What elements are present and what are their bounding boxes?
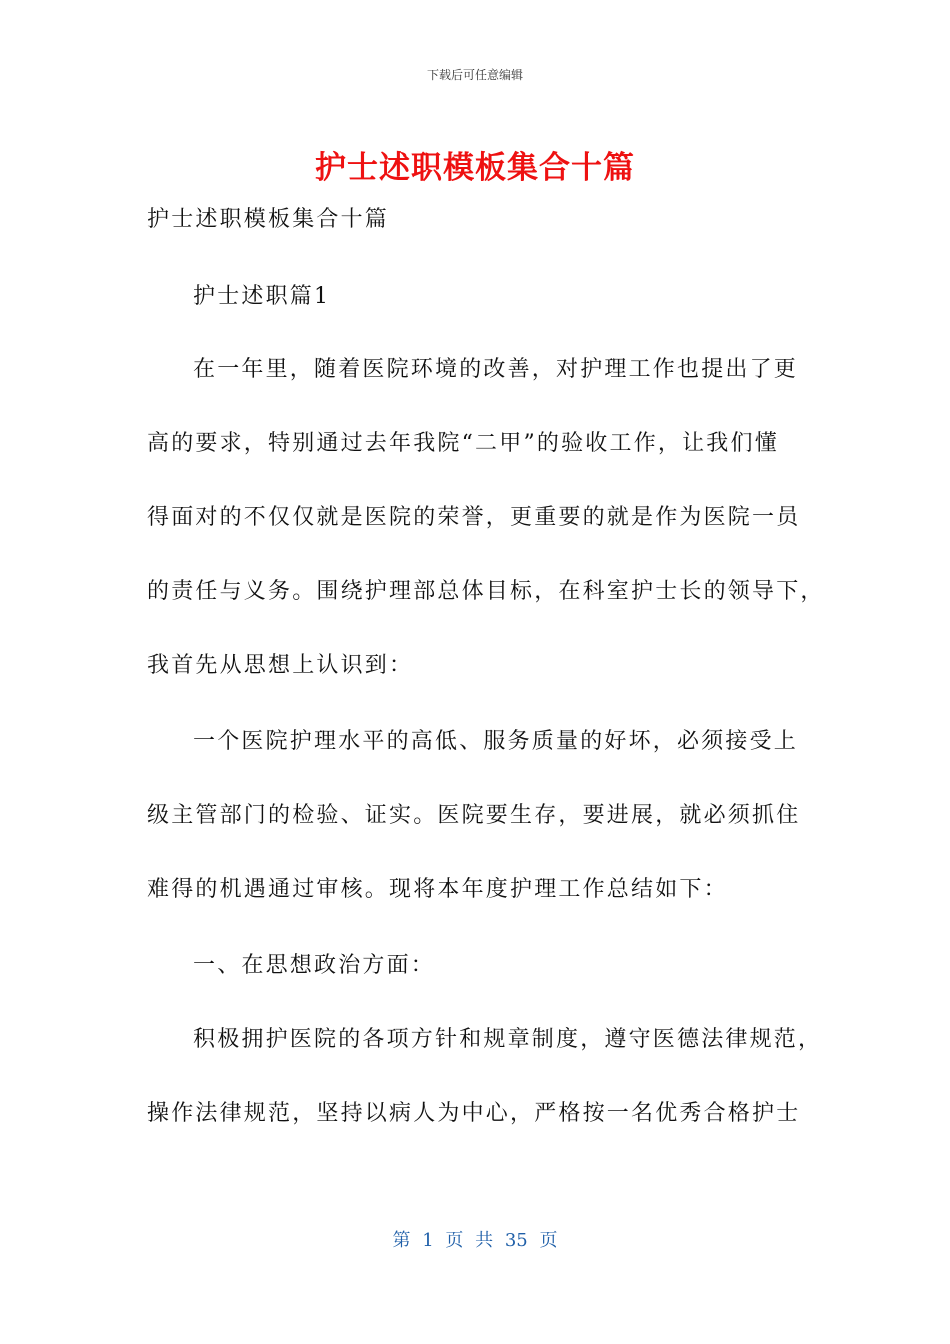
section-heading: 一、在思想政治方面： <box>193 953 436 978</box>
page-number-footer: 第 1 页 共 35 页 <box>392 1230 558 1251</box>
paragraph-line: 在一年里，随着医院环境的改善，对护理工作也提出了更 <box>193 357 799 382</box>
header-note: 下载后可任意编辑 <box>426 68 523 82</box>
paragraph-line: 高的要求，特别通过去年我院“二甲”的验收工作，让我们懂 <box>147 431 779 456</box>
subtitle-line: 护士述职模板集合十篇 <box>147 207 390 232</box>
paragraph-line: 积极拥护医院的各项方针和规章制度，遵守医德法律规范， <box>193 1027 823 1052</box>
paragraph-line: 一个医院护理水平的高低、服务质量的好坏，必须接受上 <box>193 729 799 754</box>
paragraph-line: 操作法律规范，坚持以病人为中心，严格按一名优秀合格护士 <box>147 1101 801 1126</box>
paragraph-line: 我首先从思想上认识到： <box>147 653 414 678</box>
paragraph-line: 得面对的不仅仅就是医院的荣誉，更重要的就是作为医院一员 <box>147 505 801 530</box>
paragraph-line: 的责任与义务。围绕护理部总体目标，在科室护士长的领导下， <box>147 579 825 604</box>
paragraph-line: 级主管部门的检验、证实。医院要生存，要进展，就必须抓住 <box>147 803 801 828</box>
document-title: 护士述职模板集合十篇 <box>315 150 635 186</box>
section-heading: 护士述职篇1 <box>193 284 331 309</box>
paragraph-line: 难得的机遇通过审核。现将本年度护理工作总结如下： <box>147 877 728 902</box>
